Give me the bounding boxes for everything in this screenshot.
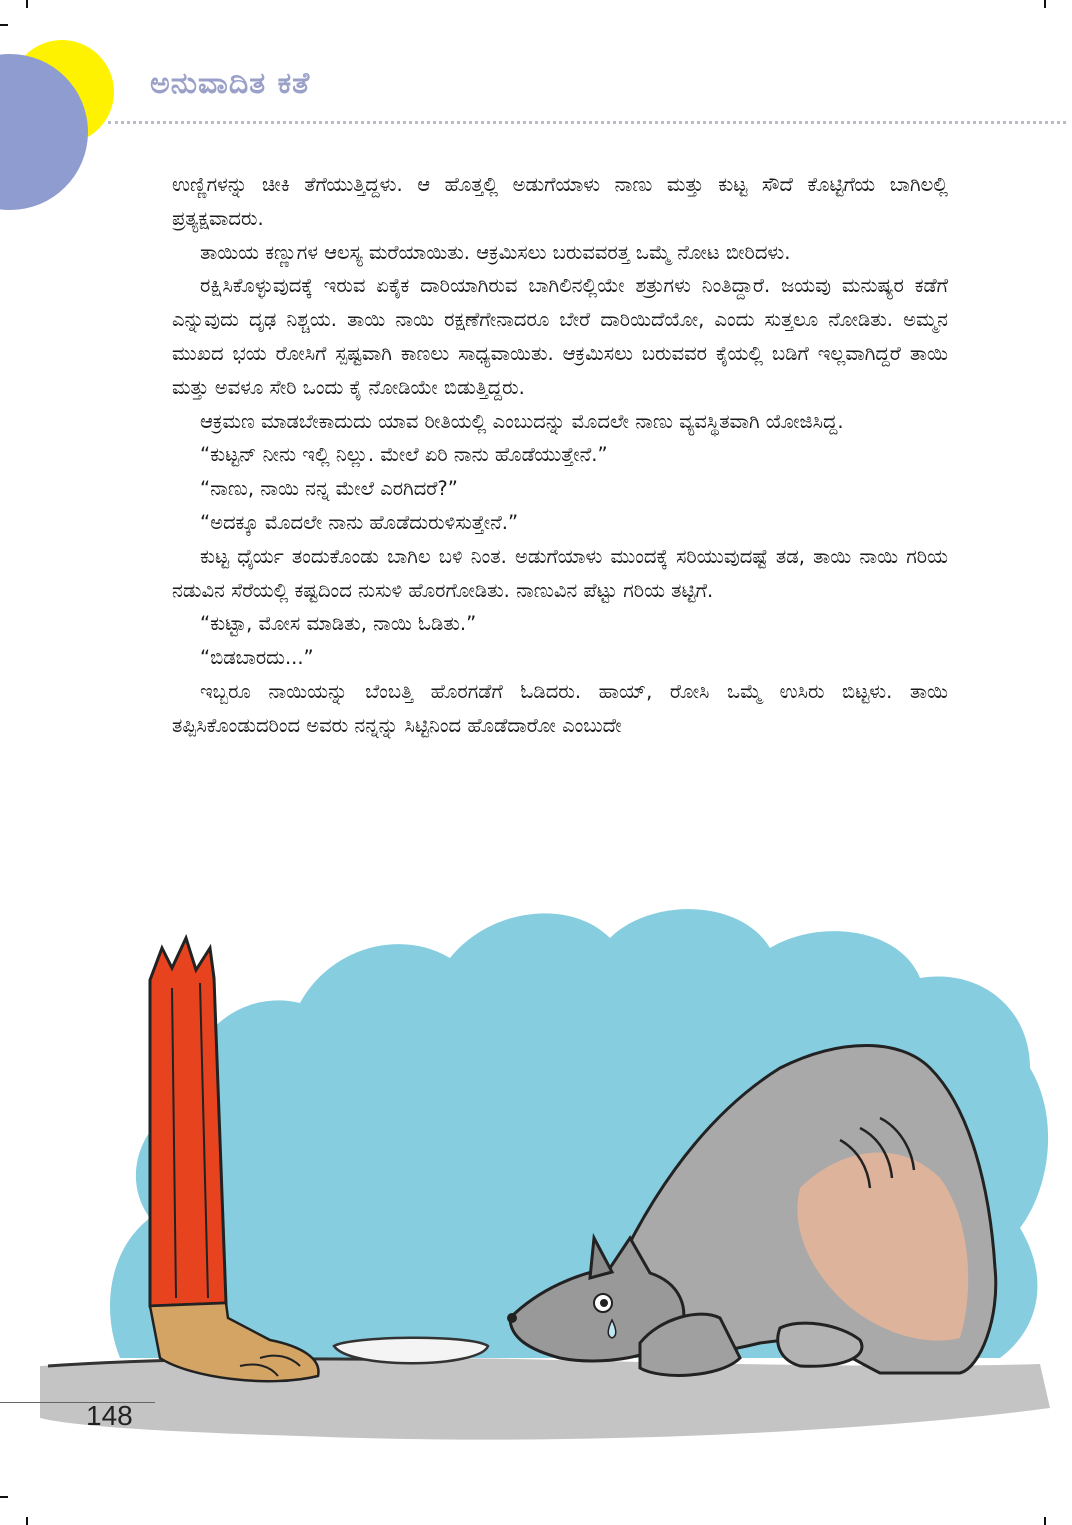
- page-number: 148: [86, 1400, 133, 1431]
- paragraph: ತಾಯಿಯ ಕಣ್ಣುಗಳ ಆಲಸ್ಯ ಮರೆಯಾಯಿತು. ಆಕ್ರಮಿಸಲು ಬರುವವರತ್ತ ಒಮ್ಮೆ ನೋಟ ಬೀರಿದಳು.: [200, 240, 791, 264]
- story-text: [172, 168, 948, 743]
- story-illustration: [0, 888, 1072, 1468]
- dialogue-line: “ಅದಕ್ಕೂ ಮೊದಲೇ ನಾನು ಹೊಡೆದುರುಳಿಸುತ್ತೇನೆ.”: [200, 510, 519, 534]
- dialogue-line: “ನಾಣು, ನಾಯಿ ನನ್ನ ಮೇಲೆ ಎರಗಿದರೆ?”: [200, 477, 458, 501]
- dialogue-line: “ಬಿಡಬಾರದು...”: [200, 646, 314, 670]
- red-cloth: [150, 938, 226, 1306]
- dog-pupil: [600, 1299, 608, 1307]
- paragraph: ರಕ್ಷಿಸಿಕೊಳ್ಳುವುದಕ್ಕೆ ಇರುವ ಏಕೈಕ ದಾರಿಯಾಗಿರುವ ಬಾಗಿಲಿನಲ್ಲಿಯೇ ಶತ್ರುಗಳು ನಿಂತಿದ್ದಾರೆ. ಜಯವು ಮನುಷ್ಯರ ಕಡೆಗೆ ಎನ್ನುವುದು ದೃಢ ನಿಶ್ಚಯ. ತಾಯಿ ನಾಯಿ ರಕ್ಷಣೆಗೇನಾದರೂ ಬೇರೆ ದಾರಿಯಿದೆಯೋ, ಎಂದು ಸುತ್ತಲೂ ನೋಡಿತು. ಅಮ್ಮನ ಮುಖದ ಭಯ ರೋಸಿಗೆ ಸ್ಪಷ್ಟವಾಗಿ ಕಾಣಲು ಸಾಧ್ಯವಾಯಿತು. ಆಕ್ರಮಿಸಲು ಬರುವವರ ಕೈಯಲ್ಲಿ ಬಡಿಗೆ ಇಲ್ಲವಾಗಿದ್ದರೆ ತಾಯಿ ಮತ್ತು ಅವಳೂ ಸೇರಿ ಒಂದು ಕೈ ನೋಡಿಯೇ ಬಿಡುತ್ತಿದ್ದರು.: [172, 274, 948, 399]
- dialogue-line: “ಕುಟ್ಟನ್ ನೀನು ಇಲ್ಲಿ ನಿಲ್ಲು. ಮೇಲೆ ಏರಿ ನಾನು ಹೊಡೆಯುತ್ತೇನೆ.”: [200, 443, 608, 467]
- section-title: ಅನುವಾದಿತ ಕತೆ: [150, 66, 311, 101]
- dog-nose: [507, 1313, 517, 1323]
- paragraph: ಕುಟ್ಟ ಧೈರ್ಯ ತಂದುಕೊಂಡು ಬಾಗಿಲ ಬಳಿ ನಿಂತ. ಅಡುಗೆಯಾಳು ಮುಂದಕ್ಕೆ ಸರಿಯುವುದಷ್ಟೆ ತಡ, ತಾಯಿ ನಾಯಿ ಗರಿಯ ನಡುವಿನ ಸೆರೆಯಲ್ಲಿ ಕಷ್ಟದಿಂದ ನುಸುಳಿ ಹೊರಗೋಡಿತು. ನಾಣುವಿನ ಪೆಟ್ಟು ಗರಿಯ ತಟ್ಟಿಗೆ.: [172, 544, 948, 602]
- crop-mark: [1044, 0, 1046, 8]
- crop-mark: [1044, 1517, 1046, 1525]
- crop-mark: [26, 1517, 28, 1525]
- crop-mark: [0, 1496, 8, 1498]
- header-circles-decoration: [0, 0, 200, 220]
- header-dotted-rule: [108, 121, 1066, 124]
- dialogue-line: “ಕುಟ್ಟಾ, ಮೋಸ ಮಾಡಿತು, ನಾಯಿ ಓಡಿತು.”: [200, 612, 477, 636]
- paragraph: ಇಬ್ಬರೂ ನಾಯಿಯನ್ನು ಬೆಂಬತ್ತಿ ಹೊರಗಡೆಗೆ ಓಡಿದರು. ಹಾಯ್, ರೋಸಿ ಒಮ್ಮೆ ಉಸಿರು ಬಿಟ್ಟಳು. ತಾಯಿ ತಪ್ಪಿಸಿಕೊಂಡುದರಿಂದ ಅವರು ನನ್ನನ್ನು ಸಿಟ್ಟಿನಿಂದ ಹೊಡೆದಾರೋ ಎಂಬುದೇ: [172, 679, 948, 737]
- paragraph: ಆಕ್ರಮಣ ಮಾಡಬೇಕಾದುದು ಯಾವ ರೀತಿಯಲ್ಲಿ ಎಂಬುದನ್ನು ಮೊದಲೇ ನಾಣು ವ್ಯವಸ್ಥಿತವಾಗಿ ಯೋಜಿಸಿದ್ದ.: [200, 409, 844, 433]
- paragraph: ಉಣ್ಣಿಗಳನ್ನು ಚೀಕಿ ತೆಗೆಯುತ್ತಿದ್ದಳು. ಆ ಹೊತ್ತಲ್ಲಿ ಅಡುಗೆಯಾಳು ನಾಣು ಮತ್ತು ಕುಟ್ಟ ಸೌದೆ ಕೊಟ್ಟಿಗೆಯ ಬಾಗಿಲಲ್ಲಿ ಪ್ರತ್ಯಕ್ಷವಾದರು.: [172, 173, 948, 230]
